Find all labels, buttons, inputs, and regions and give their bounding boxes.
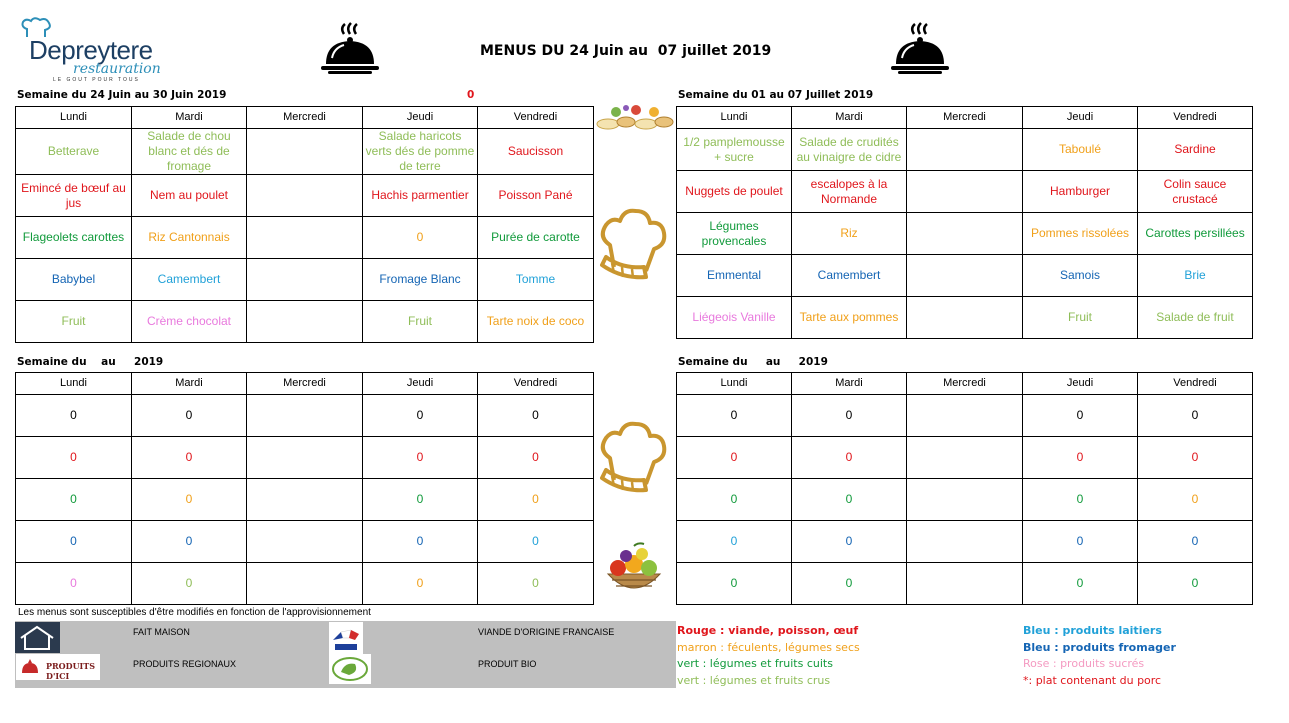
legend-rose: Rose : produits sucrés [1023, 657, 1145, 670]
menu-cell [247, 129, 363, 175]
menu-cell: Crème chocolat [132, 301, 247, 343]
week1-marker: 0 [467, 89, 475, 101]
day-header: Vendredi [478, 107, 594, 129]
menu-cell: 0 [132, 395, 247, 437]
day-header: Mardi [132, 107, 247, 129]
label-viande-francaise: VIANDE D'ORIGINE FRANCAISE [478, 627, 615, 637]
menu-cell [247, 479, 363, 521]
day-header: Lundi [16, 373, 132, 395]
menu-cell: Flageolets carottes [16, 217, 132, 259]
menu-cell [907, 255, 1023, 297]
logo-brand: Depreytere [29, 35, 153, 65]
menu-cell: Riz Cantonnais [132, 217, 247, 259]
company-logo [15, 15, 175, 85]
menu-cell: Riz [792, 213, 907, 255]
menu-cell: 0 [478, 563, 594, 605]
menu-cell: Salade haricots verts dés de pomme de terre [363, 129, 478, 175]
menu-cell: Fruit [1023, 297, 1138, 339]
menu-cell [907, 437, 1023, 479]
legend-bleu-fromager: Bleu : produits fromager [1023, 641, 1176, 654]
cloche-icon [888, 20, 952, 76]
menu-cell: Poisson Pané [478, 175, 594, 217]
menu-cell: Colin sauce crustacé [1138, 171, 1253, 213]
menu-cell: 0 [16, 479, 132, 521]
menu-cell: 0 [16, 437, 132, 479]
menu-cell: Tomme [478, 259, 594, 301]
menu-cell: Salade de chou blanc et dés de fromage [132, 129, 247, 175]
logo-tagline: LE GOUT POUR TOUS [53, 77, 140, 83]
menu-cell: 0 [1138, 479, 1253, 521]
menu-cell [247, 259, 363, 301]
week1-title: Semaine du 24 Juin au 30 Juin 2019 [17, 89, 227, 101]
menu-cell: Emincé de bœuf au jus [16, 175, 132, 217]
day-header: Vendredi [1138, 373, 1253, 395]
menu-cell: 0 [1138, 395, 1253, 437]
menu-cell: 1/2 pamplemousse + sucre [677, 129, 792, 171]
menu-cell: Betterave [16, 129, 132, 175]
menu-cell: Légumes provencales [677, 213, 792, 255]
day-header: Lundi [677, 373, 792, 395]
menu-cell: 0 [363, 437, 478, 479]
menu-cell: Salade de fruit [1138, 297, 1253, 339]
day-header: Jeudi [363, 373, 478, 395]
menu-cell [907, 171, 1023, 213]
day-header: Mardi [792, 107, 907, 129]
menu-cell: 0 [1023, 563, 1138, 605]
label-legend [15, 621, 676, 688]
menu-cell [247, 301, 363, 343]
menu-cell: 0 [16, 395, 132, 437]
menu-cell: 0 [363, 479, 478, 521]
menu-cell: 0 [363, 217, 478, 259]
menu-cell: 0 [132, 437, 247, 479]
menu-cell: 0 [478, 437, 594, 479]
menu-cell: Fruit [363, 301, 478, 343]
week1-table [15, 106, 594, 343]
menu-cell: 0 [16, 563, 132, 605]
chef-hat-icon [596, 418, 670, 498]
logo-script: restauration [73, 61, 161, 77]
menu-cell [907, 521, 1023, 563]
page-title: MENUS DU 24 Juin au 07 juillet 2019 [480, 43, 772, 59]
day-header: Lundi [677, 107, 792, 129]
week2-title: Semaine du 01 au 07 Juillet 2019 [678, 89, 874, 101]
day-header: Jeudi [1023, 107, 1138, 129]
menu-cell: Liégeois Vanille [677, 297, 792, 339]
menu-cell [907, 479, 1023, 521]
menu-cell: 0 [677, 563, 792, 605]
menu-cell: 0 [478, 395, 594, 437]
menu-cell: 0 [363, 521, 478, 563]
menu-cell: 0 [363, 395, 478, 437]
week2-table [676, 106, 1253, 339]
menu-cell [907, 297, 1023, 339]
menu-cell: 0 [792, 563, 907, 605]
menu-cell: 0 [677, 479, 792, 521]
week4-table [676, 372, 1253, 605]
menu-cell: 0 [1138, 437, 1253, 479]
week4-title: Semaine du au 2019 [678, 356, 828, 368]
day-header: Mercredi [247, 107, 363, 129]
menu-cell: Fruit [16, 301, 132, 343]
menu-cell: 0 [792, 437, 907, 479]
menu-cell: Babybel [16, 259, 132, 301]
week3-table [15, 372, 594, 605]
menu-cell [247, 395, 363, 437]
menu-cell: 0 [132, 521, 247, 563]
menu-cell: Tarte noix de coco [478, 301, 594, 343]
day-header: Mercredi [907, 373, 1023, 395]
cloche-icon [318, 20, 382, 76]
menu-cell: Emmental [677, 255, 792, 297]
menu-cell: 0 [16, 521, 132, 563]
menu-cell: 0 [478, 521, 594, 563]
menu-cell: Taboulé [1023, 129, 1138, 171]
food-plates-icon [596, 100, 674, 132]
day-header: Mardi [132, 373, 247, 395]
menu-cell: 0 [677, 395, 792, 437]
menu-cell: Brie [1138, 255, 1253, 297]
menu-cell [907, 129, 1023, 171]
menu-cell [247, 175, 363, 217]
menu-cell: 0 [478, 479, 594, 521]
legend-vert-cuits: vert : légumes et fruits cuits [677, 657, 833, 670]
menu-cell: 0 [1023, 479, 1138, 521]
legend-marron: marron : féculents, légumes secs [677, 641, 860, 654]
menu-cell: Sardine [1138, 129, 1253, 171]
french-flag-icon [329, 622, 363, 654]
day-header: Jeudi [363, 107, 478, 129]
menu-cell [907, 563, 1023, 605]
menu-cell: Pommes rissolées [1023, 213, 1138, 255]
menu-cell [247, 563, 363, 605]
menu-cell [247, 217, 363, 259]
chef-hat-icon [596, 205, 670, 285]
day-header: Vendredi [1138, 107, 1253, 129]
menu-cell: Purée de carotte [478, 217, 594, 259]
day-header: Jeudi [1023, 373, 1138, 395]
menu-cell: 0 [363, 563, 478, 605]
menu-cell [907, 213, 1023, 255]
day-header: Mercredi [247, 373, 363, 395]
bio-leaf-icon [329, 654, 371, 684]
legend-vert-crus: vert : légumes et fruits crus [677, 674, 831, 687]
fruit-basket-icon [604, 540, 664, 598]
day-header: Mercredi [907, 107, 1023, 129]
menu-cell: 0 [1023, 437, 1138, 479]
menu-cell: 0 [132, 563, 247, 605]
menu-cell: 0 [677, 521, 792, 563]
week3-title: Semaine du au 2019 [17, 356, 164, 368]
menu-cell: Fromage Blanc [363, 259, 478, 301]
legend-porc: *: plat contenant du porc [1023, 674, 1162, 687]
label-produit-bio: PRODUIT BIO [478, 659, 537, 669]
menu-cell [907, 395, 1023, 437]
menu-cell: Samois [1023, 255, 1138, 297]
menu-cell: Carottes persillées [1138, 213, 1253, 255]
menu-cell: 0 [677, 437, 792, 479]
menu-cell: 0 [792, 521, 907, 563]
menu-cell: 0 [1138, 563, 1253, 605]
menu-cell [247, 521, 363, 563]
menu-cell: Hachis parmentier [363, 175, 478, 217]
menu-cell: Saucisson [478, 129, 594, 175]
day-header: Vendredi [478, 373, 594, 395]
day-header: Lundi [16, 107, 132, 129]
menu-cell: 0 [1023, 395, 1138, 437]
menu-cell: Hamburger [1023, 171, 1138, 213]
label-fait-maison: FAIT MAISON [133, 627, 190, 637]
menu-cell: 0 [792, 479, 907, 521]
menu-cell: Nuggets de poulet [677, 171, 792, 213]
produits-dici-logo: PRODUITS D'ICI [16, 654, 100, 680]
day-header: Mardi [792, 373, 907, 395]
menu-cell: Camembert [132, 259, 247, 301]
menu-cell: 0 [132, 479, 247, 521]
menu-cell: escalopes à la Normande [792, 171, 907, 213]
house-icon [15, 622, 60, 653]
disclaimer-note: Les menus sont susceptibles d'être modifiés en fonction de l'approvisionnement [18, 607, 371, 618]
menu-cell: 0 [1023, 521, 1138, 563]
label-produits-regionaux: PRODUITS REGIONAUX [133, 659, 237, 669]
menu-cell [247, 437, 363, 479]
menu-cell: Nem au poulet [132, 175, 247, 217]
menu-cell: Camembert [792, 255, 907, 297]
menu-cell: 0 [1138, 521, 1253, 563]
legend-rouge: Rouge : viande, poisson, œuf [677, 624, 859, 637]
rooster-icon [18, 657, 42, 677]
menu-cell: Tarte aux pommes [792, 297, 907, 339]
menu-cell: 0 [792, 395, 907, 437]
legend-bleu-laitiers: Bleu : produits laitiers [1023, 624, 1162, 637]
menu-cell: Salade de crudités au vinaigre de cidre [792, 129, 907, 171]
